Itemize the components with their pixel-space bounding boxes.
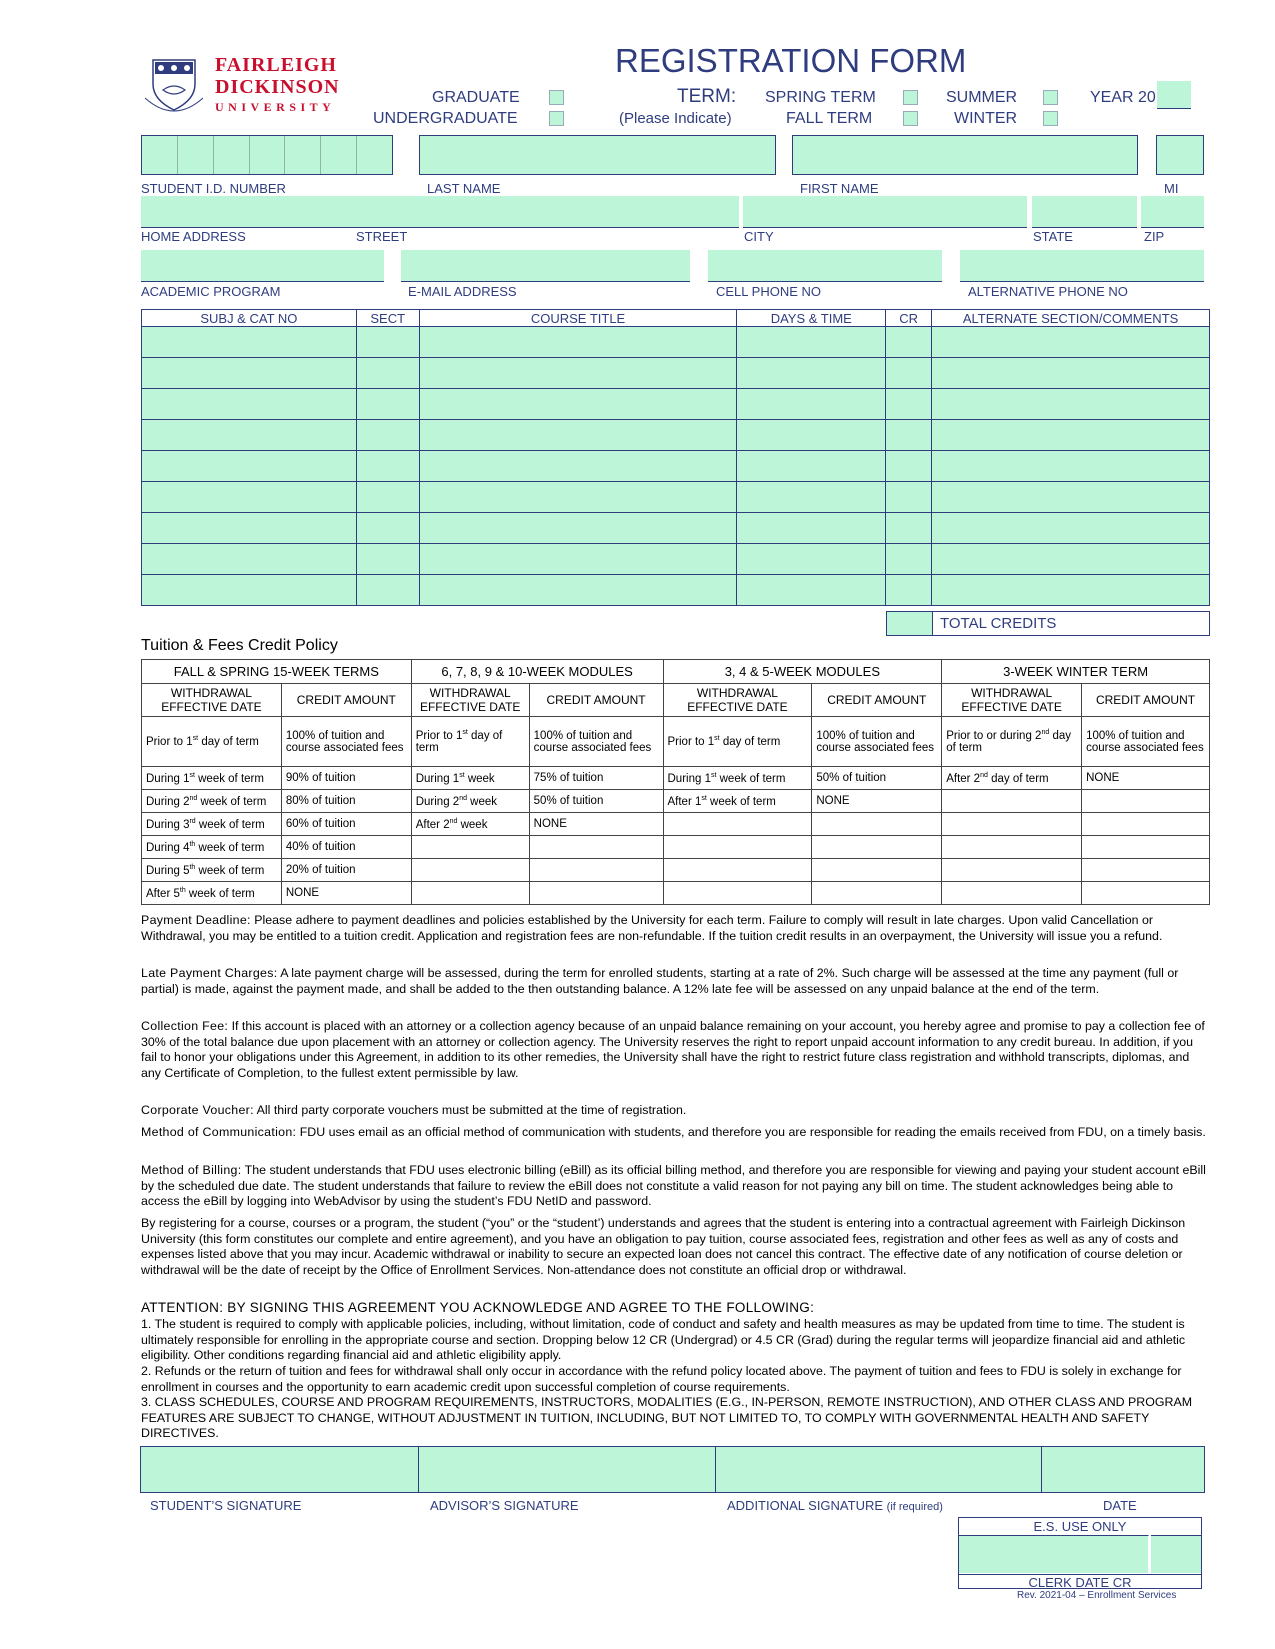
policy-cell	[411, 859, 529, 882]
policy-cell: NONE	[529, 813, 663, 836]
course-cell[interactable]	[356, 544, 419, 575]
col-days-time: DAYS & TIME	[737, 310, 886, 327]
year-input[interactable]	[1157, 81, 1191, 109]
policy-cell	[942, 882, 1082, 905]
course-table	[141, 309, 1210, 606]
policy-cell: 75% of tuition	[529, 767, 663, 790]
policy-cell: NONE	[281, 882, 411, 905]
policy-cell	[529, 882, 663, 905]
course-row	[142, 544, 1210, 575]
course-cell[interactable]	[886, 544, 932, 575]
city-label: CITY	[744, 229, 774, 244]
last-name-input[interactable]	[419, 135, 776, 175]
policy-group-header: 3, 4 & 5-WEEK MODULES	[663, 660, 942, 684]
policy-cell: During 2nd week of term	[142, 790, 282, 813]
policy-cell: After 2nd day of term	[942, 767, 1082, 790]
course-cell[interactable]	[142, 482, 357, 513]
withdrawal-date-header: WITHDRAWAL EFFECTIVE DATE	[411, 684, 529, 717]
mi-label: MI	[1164, 181, 1179, 196]
total-credits-label: TOTAL CREDITS	[940, 615, 1057, 632]
policy-cell: Prior to 1st day of term	[411, 717, 529, 767]
course-cell[interactable]	[142, 358, 357, 389]
course-cell[interactable]	[356, 389, 419, 420]
course-cell[interactable]	[886, 327, 932, 358]
id-digit-box	[214, 136, 250, 174]
summer-label: SUMMER	[946, 89, 1018, 106]
course-cell[interactable]	[356, 451, 419, 482]
id-digit-box	[285, 136, 321, 174]
course-row	[142, 358, 1210, 389]
course-cell[interactable]	[737, 389, 886, 420]
policy-cell: During 5th week of term	[142, 859, 282, 882]
course-cell[interactable]	[932, 544, 1210, 575]
policy-cell	[529, 836, 663, 859]
course-cell[interactable]	[886, 513, 932, 544]
year-label: YEAR 20	[1090, 89, 1156, 106]
es-use-box	[958, 1517, 1202, 1589]
es-use-field[interactable]	[1151, 1535, 1201, 1573]
student-signature-label: STUDENT’S SIGNATURE	[150, 1498, 302, 1513]
es-use-title: E.S. USE ONLY	[1033, 1519, 1127, 1534]
collection-fee-paragraph: Collection Fee: If this account is placed with an attorney or a collection agency because of an unpaid balance remaining on your account, you hereby agree and promise to pay a collection fee of 30% of the total balance due upon placement with an attorney or collection agency. The University reserves the right to report unpaid account information to any credit bureau. In addition, if you fail to honor your obligations under this Agreement, in addition to its other remedies, the University shall have the right to restrict future class registration and withhold transcripts, diplomas, and any Certificate of Completion, to the fullest extent permissible by law.	[141, 1019, 1205, 1080]
policy-cell	[942, 790, 1082, 813]
policy-cell: 60% of tuition	[281, 813, 411, 836]
course-row	[142, 327, 1210, 358]
email-label: E-MAIL ADDRESS	[408, 284, 517, 299]
course-cell[interactable]	[886, 482, 932, 513]
course-cell[interactable]	[356, 482, 419, 513]
col-course-title: COURSE TITLE	[419, 310, 737, 327]
course-cell[interactable]	[886, 420, 932, 451]
col-alt-section: ALTERNATE SECTION/COMMENTS	[932, 310, 1210, 327]
course-cell[interactable]	[932, 327, 1210, 358]
zip-input[interactable]	[1141, 196, 1204, 228]
total-credits-box	[932, 611, 1210, 636]
policy-title: Tuition & Fees Credit Policy	[141, 637, 338, 654]
policy-cell: Prior to or during 2nd day of term	[942, 717, 1082, 767]
policy-cell: During 1st week of term	[663, 767, 812, 790]
payment-deadline-paragraph: Payment Deadline: Please adhere to payment deadlines and policies established by the University for each term. Failure to comply will result in late charges. Upon valid Cancellation or Withdrawal, you may be entitled to a tuition credit. Application and registration fees are non-refundable. If the tuition credit results in an overpayment, the University will issue you a refund.	[141, 913, 1163, 943]
course-row	[142, 513, 1210, 544]
policy-cell: 80% of tuition	[281, 790, 411, 813]
date-input[interactable]	[1041, 1446, 1205, 1493]
policy-cell	[411, 882, 529, 905]
advisor-signature-input[interactable]	[418, 1446, 716, 1493]
policy-cell: During 4th week of term	[142, 836, 282, 859]
email-input[interactable]	[401, 250, 690, 282]
course-cell[interactable]	[356, 358, 419, 389]
credit-amount-header: CREDIT AMOUNT	[281, 684, 411, 717]
course-row	[142, 420, 1210, 451]
policy-cell: 90% of tuition	[281, 767, 411, 790]
course-cell[interactable]	[737, 420, 886, 451]
course-cell[interactable]	[142, 544, 357, 575]
course-cell[interactable]	[737, 358, 886, 389]
mi-input[interactable]	[1156, 135, 1204, 175]
course-cell[interactable]	[737, 544, 886, 575]
withdrawal-date-header: WITHDRAWAL EFFECTIVE DATE	[663, 684, 812, 717]
winter-checkbox[interactable]	[1043, 111, 1058, 126]
policy-cell	[1082, 790, 1210, 813]
course-cell[interactable]	[886, 575, 932, 606]
late-payment-paragraph: Late Payment Charges: A late payment charge will be assessed, during the term for enrolled students, starting at a rate of 2%. Such charge will be assessed at the time any payment (full or partial) is made, against the payment made, and shall be added to the then outstanding balance. A 12% late fee will be assessed on any unpaid balance at the end of the term.	[141, 966, 1179, 996]
policy-cell: NONE	[1082, 767, 1210, 790]
col-cr: CR	[886, 310, 932, 327]
policy-cell	[1082, 859, 1210, 882]
policy-cell: 100% of tuition and course associated fees	[1082, 717, 1210, 767]
shield-icon	[141, 54, 207, 120]
cell-phone-input[interactable]	[708, 250, 942, 282]
course-cell[interactable]	[419, 544, 737, 575]
contract-paragraph: By registering for a course, courses or a program, the student (“you” or the “student’) understands and agrees that the student is entering into a contractual agreement with Fairleigh Dickinson University (this form constitutes our complete and entire agreement), and you have an obligation to pay tuition, course associated fees, registration and other fees as well as any of costs and expenses listed above that you may incur. Academic withdrawal or inability to secure an expected loan does not cancel this contract. The effective date of any notification of course deletion or withdrawal will be the date of receipt by the Office of Enrollment Services. Non-attendance does not constitute an official drop or withdrawal.	[141, 1216, 1186, 1277]
attention-item-2: 2. Refunds or the return of tuition and fees for withdrawal shall only occur in accordance with the refund policy located above. The payment of tuition and fees to FDU is solely in exchange for enrollment in courses and the opportunity to earn academic credit upon successful completion of course requirements.	[141, 1364, 1182, 1394]
course-cell[interactable]	[419, 327, 737, 358]
state-input[interactable]	[1032, 196, 1137, 228]
course-cell[interactable]	[737, 327, 886, 358]
logo-line-3: UNIVERSITY	[215, 100, 336, 114]
course-cell[interactable]	[142, 389, 357, 420]
course-row	[142, 575, 1210, 606]
course-row	[142, 389, 1210, 420]
course-cell[interactable]	[356, 420, 419, 451]
communication-paragraph: Method of Communication: FDU uses email as an official method of communication with students, and therefore you are responsible for reading the emails received from FDU, on a timely basis.	[141, 1125, 1206, 1139]
billing-paragraph: Method of Billing: The student understands that FDU uses electronic billing (eBill) as its official billing method, and therefore you are responsible for viewing and paying your student account eBill by the scheduled due date. The student understands that failure to review the eBill does not constitute a valid reason for not paying any bill on time. The student acknowledges being able to access the eBill by logging into WebAdvisor by using the student’s FDU NetID and password.	[141, 1163, 1206, 1208]
policy-cell: 100% of tuition and course associated fees	[812, 717, 942, 767]
withdrawal-date-header: WITHDRAWAL EFFECTIVE DATE	[142, 684, 282, 717]
course-cell[interactable]	[142, 513, 357, 544]
winter-label: WINTER	[954, 110, 1018, 127]
zip-label: ZIP	[1144, 229, 1165, 244]
alt-phone-input[interactable]	[960, 250, 1204, 282]
id-digit-box	[357, 136, 392, 174]
course-cell[interactable]	[737, 575, 886, 606]
policy-cell	[812, 836, 942, 859]
course-cell[interactable]	[356, 513, 419, 544]
additional-signature-label: ADDITIONAL SIGNATURE (if required)	[727, 1498, 943, 1513]
revision-note: Rev. 2021-04 – Enrollment Services	[1017, 1590, 1177, 1601]
course-cell[interactable]	[142, 327, 357, 358]
policy-cell	[812, 882, 942, 905]
col-subj-cat: SUBJ & CAT NO	[142, 310, 357, 327]
date-label: DATE	[1103, 1498, 1137, 1513]
course-cell[interactable]	[419, 389, 737, 420]
student-id-input[interactable]	[141, 135, 393, 175]
spring-term-label: SPRING TERM	[765, 89, 876, 106]
graduate-checkbox[interactable]	[549, 90, 564, 105]
state-label: STATE	[1033, 229, 1073, 244]
logo-line-2: DICKINSON	[215, 76, 340, 98]
undergraduate-label: UNDERGRADUATE	[373, 110, 518, 127]
course-cell[interactable]	[737, 482, 886, 513]
es-use-footer: CLERK DATE CR	[959, 1574, 1201, 1590]
course-cell[interactable]	[932, 513, 1210, 544]
policy-cell	[529, 859, 663, 882]
term-label: TERM:	[677, 86, 737, 107]
advisor-signature-label: ADVISOR’S SIGNATURE	[430, 1498, 579, 1513]
policy-cell	[812, 813, 942, 836]
credit-amount-header: CREDIT AMOUNT	[1082, 684, 1210, 717]
policy-group-header: FALL & SPRING 15-WEEK TERMS	[142, 660, 412, 684]
policy-cell	[411, 836, 529, 859]
academic-program-label: ACADEMIC PROGRAM	[141, 284, 281, 299]
fdu-logo	[141, 54, 356, 120]
es-use-field[interactable]	[959, 1535, 1149, 1573]
city-input[interactable]	[743, 196, 1027, 228]
home-address-label: HOME ADDRESS	[141, 229, 246, 244]
course-cell[interactable]	[886, 451, 932, 482]
policy-cell	[1082, 836, 1210, 859]
course-cell[interactable]	[142, 420, 357, 451]
course-cell[interactable]	[932, 420, 1210, 451]
policy-group-header: 6, 7, 8, 9 & 10-WEEK MODULES	[411, 660, 663, 684]
policy-cell: 100% of tuition and course associated fees	[529, 717, 663, 767]
course-cell[interactable]	[419, 513, 737, 544]
id-digit-box	[321, 136, 357, 174]
course-row	[142, 482, 1210, 513]
policy-cell	[1082, 813, 1210, 836]
last-name-label: LAST NAME	[427, 181, 501, 196]
academic-program-input[interactable]	[141, 250, 384, 282]
policy-table	[141, 659, 1210, 905]
street-label: STREET	[356, 229, 408, 244]
fall-term-label: FALL TERM	[786, 110, 873, 127]
course-cell[interactable]	[419, 358, 737, 389]
policy-cell: During 1st week of term	[142, 767, 282, 790]
policy-cell: During 3rd week of term	[142, 813, 282, 836]
policy-cell	[942, 836, 1082, 859]
id-digit-box	[178, 136, 214, 174]
first-name-input[interactable]	[792, 135, 1138, 175]
summer-checkbox[interactable]	[1043, 90, 1058, 105]
student-signature-input[interactable]	[140, 1446, 419, 1493]
course-cell[interactable]	[419, 451, 737, 482]
credit-amount-header: CREDIT AMOUNT	[812, 684, 942, 717]
spring-term-checkbox[interactable]	[903, 90, 918, 105]
policy-cell: 50% of tuition	[529, 790, 663, 813]
credit-amount-header: CREDIT AMOUNT	[529, 684, 663, 717]
alt-phone-label: ALTERNATIVE PHONE NO	[968, 284, 1128, 299]
total-credits-input[interactable]	[886, 611, 933, 636]
course-cell[interactable]	[419, 420, 737, 451]
course-cell[interactable]	[142, 451, 357, 482]
attention-item-3: 3. CLASS SCHEDULES, COURSE AND PROGRAM REQUIREMENTS, INSTRUCTORS, MODALITIES (E.G., IN-PERSON, REMOTE INSTRUCTION), AND OTHER CLASS AND PROGRAM FEATURES ARE SUBJECT TO CHANGE, WITHOUT ADJUSTMENT IN TUITION, INCLUDING, BUT NOT LIMITED TO, TO COMPLY WITH GOVERNMENTAL HEALTH AND SAFETY DIRECTIVES.	[141, 1395, 1193, 1440]
policy-cell	[663, 859, 812, 882]
course-cell[interactable]	[932, 482, 1210, 513]
course-cell[interactable]	[356, 327, 419, 358]
policy-cell: Prior to 1st day of term	[663, 717, 812, 767]
id-digit-box	[250, 136, 286, 174]
course-cell[interactable]	[356, 575, 419, 606]
policy-cell: 100% of tuition and course associated fees	[281, 717, 411, 767]
attention-heading: ATTENTION: BY SIGNING THIS AGREEMENT YOU ACKNOWLEDGE AND AGREE TO THE FOLLOWING:	[141, 1300, 815, 1315]
course-cell[interactable]	[737, 513, 886, 544]
policy-cell	[1082, 882, 1210, 905]
id-digit-box	[142, 136, 178, 174]
course-cell[interactable]	[932, 389, 1210, 420]
course-cell[interactable]	[932, 358, 1210, 389]
policy-cell	[942, 859, 1082, 882]
course-cell[interactable]	[886, 389, 932, 420]
first-name-label: FIRST NAME	[800, 181, 879, 196]
withdrawal-date-header: WITHDRAWAL EFFECTIVE DATE	[942, 684, 1082, 717]
course-cell[interactable]	[142, 575, 357, 606]
policy-group-header: 3-WEEK WINTER TERM	[942, 660, 1210, 684]
student-id-label: STUDENT I.D. NUMBER	[141, 181, 286, 196]
policy-cell	[942, 813, 1082, 836]
policy-cell: During 1st week	[411, 767, 529, 790]
graduate-label: GRADUATE	[432, 89, 520, 106]
course-cell[interactable]	[932, 575, 1210, 606]
course-cell[interactable]	[737, 451, 886, 482]
policy-cell	[812, 859, 942, 882]
col-sect: SECT	[356, 310, 419, 327]
course-cell[interactable]	[886, 358, 932, 389]
policy-cell	[663, 813, 812, 836]
policy-cell: After 5th week of term	[142, 882, 282, 905]
please-indicate-label: (Please Indicate)	[619, 110, 732, 127]
street-input[interactable]	[141, 196, 739, 228]
course-row	[142, 451, 1210, 482]
policy-cell	[663, 836, 812, 859]
form-title: REGISTRATION FORM	[615, 42, 967, 79]
course-cell[interactable]	[419, 575, 737, 606]
policy-cell: 50% of tuition	[812, 767, 942, 790]
additional-signature-input[interactable]	[715, 1446, 1042, 1493]
policy-cell: NONE	[812, 790, 942, 813]
corporate-voucher-paragraph: Corporate Voucher: All third party corporate vouchers must be submitted at the time of registration.	[141, 1103, 687, 1117]
policy-cell: After 2nd week	[411, 813, 529, 836]
course-cell[interactable]	[932, 451, 1210, 482]
policy-cell: Prior to 1st day of term	[142, 717, 282, 767]
cell-phone-label: CELL PHONE NO	[716, 284, 821, 299]
policy-cell: After 1st week of term	[663, 790, 812, 813]
logo-line-1: FAIRLEIGH	[215, 54, 337, 76]
undergraduate-checkbox[interactable]	[549, 111, 564, 126]
policy-cell	[663, 882, 812, 905]
attention-item-1: 1. The student is required to comply with applicable policies, including, without limitation, code of conduct and safety and health measures as may be updated from time to time. The student is ultimately responsible for enrolling in the appropriate course and section. Dropping below 12 CR (Undergrad) or 4.5 CR (Grad) during the regular terms will jeopardize financial aid and athletic eligibility. Other conditions regarding financial aid and athletic eligibility apply.	[141, 1317, 1186, 1362]
policy-cell: 20% of tuition	[281, 859, 411, 882]
course-cell[interactable]	[419, 482, 737, 513]
fall-term-checkbox[interactable]	[903, 111, 918, 126]
policy-cell: During 2nd week	[411, 790, 529, 813]
policy-cell: 40% of tuition	[281, 836, 411, 859]
